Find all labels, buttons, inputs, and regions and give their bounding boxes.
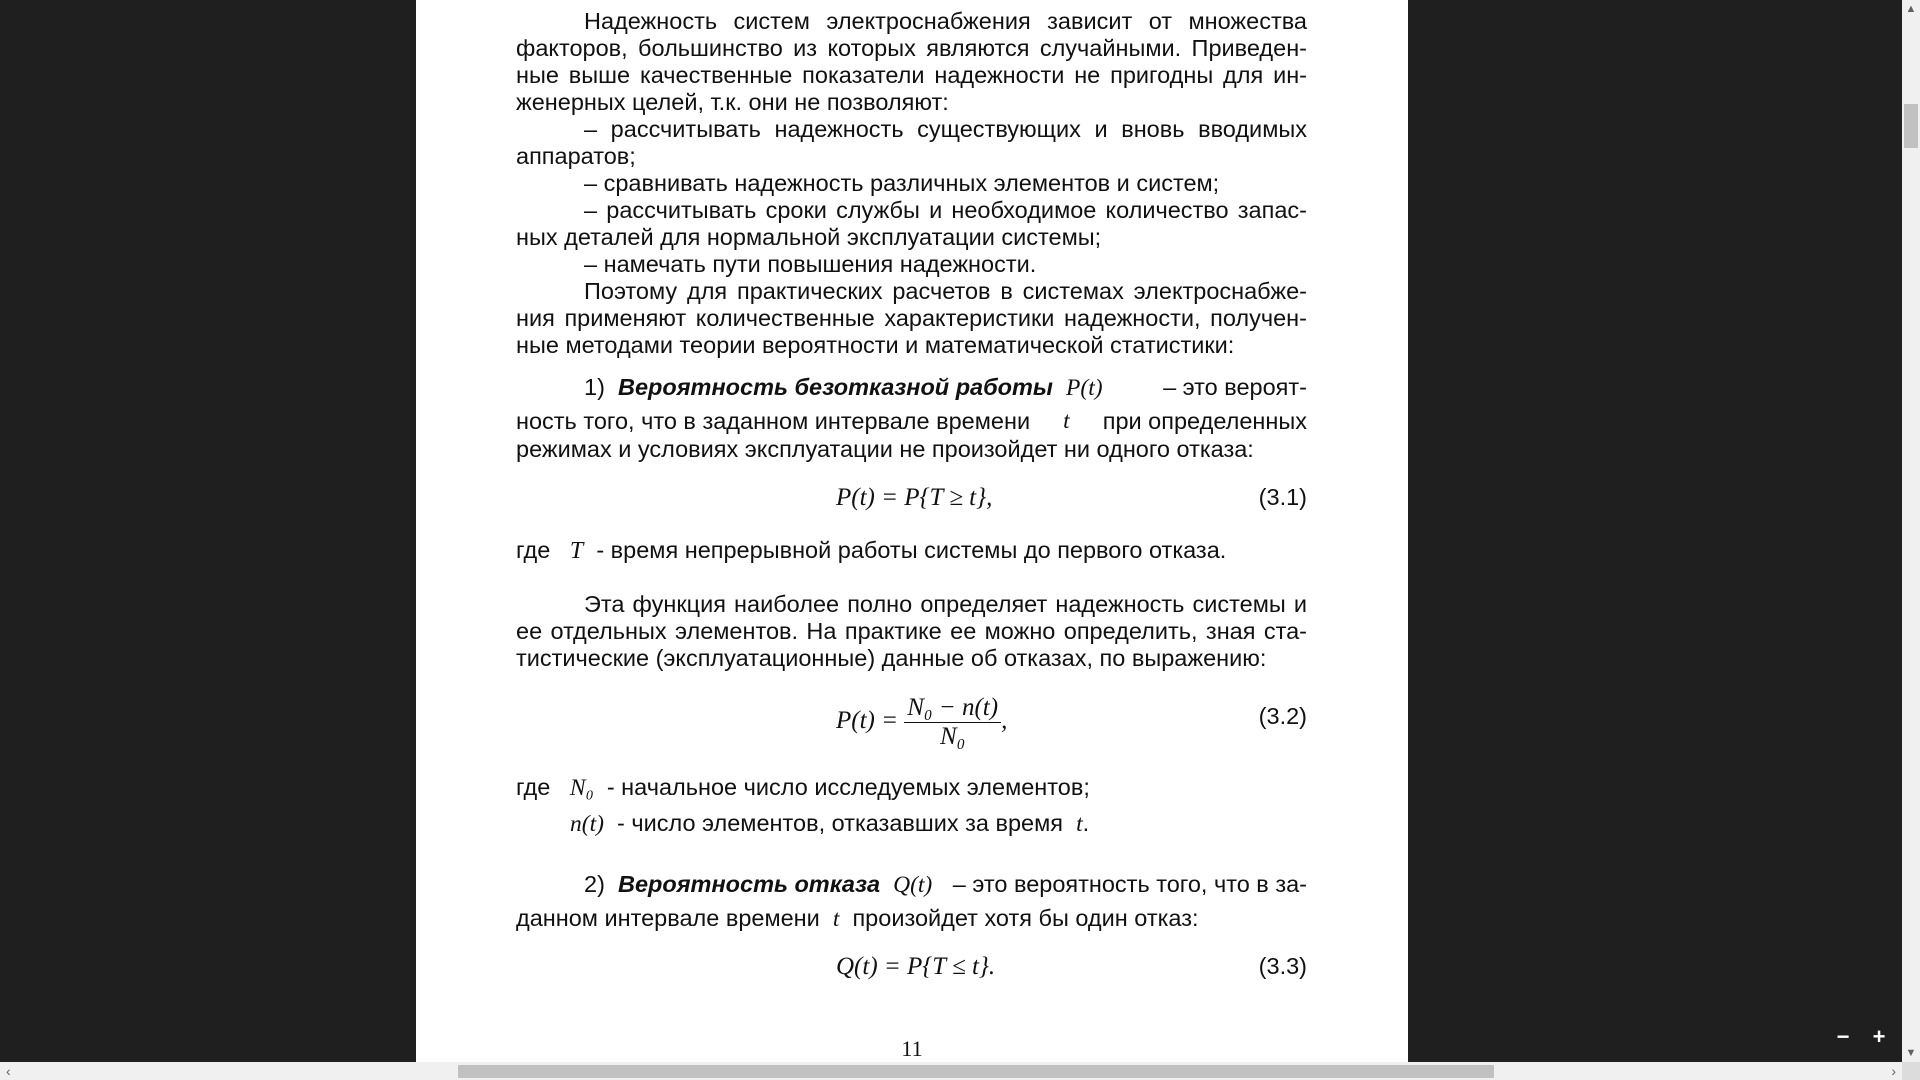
section-1-heading bbox=[516, 374, 1307, 402]
where-clause-2 bbox=[516, 774, 1307, 802]
text-fragment: ность того, что в заданном интервале времени bbox=[516, 408, 1031, 434]
where-text: - начальное число исследуемых элементов; bbox=[606, 774, 1090, 800]
page-number: 11 bbox=[901, 1036, 923, 1061]
definition-start: – это вероятность того, что в за- bbox=[952, 871, 1307, 897]
text-line: ные выше качественные показатели надежности не пригодны для ин- bbox=[516, 62, 1307, 88]
text-fragment: произойдет хотя бы один отказ: bbox=[852, 905, 1199, 931]
symbol-t: t bbox=[832, 906, 840, 932]
equation-tail: , bbox=[1001, 707, 1008, 735]
symbol-p-t: P(t) bbox=[1066, 375, 1103, 401]
bullet-line: аппаратов; bbox=[516, 143, 636, 169]
zoom-in-button[interactable]: + bbox=[1872, 1024, 1886, 1049]
symbol-n-t: n(t) bbox=[570, 811, 604, 837]
equation-number: (3.2) bbox=[1258, 703, 1307, 729]
where-clause-3 bbox=[516, 810, 1361, 838]
text-line: Поэтому для практических расчетов в системах электроснабже- bbox=[584, 278, 1307, 304]
where-text: - число элементов, отказавших за время bbox=[617, 810, 1064, 836]
symbol-t: t bbox=[1076, 811, 1083, 837]
symbol-T: T bbox=[569, 538, 584, 564]
section-2-line-2 bbox=[516, 905, 1307, 933]
text-line: режимах и условиях эксплуатации не произойдет ни одного отказа: bbox=[516, 436, 1254, 462]
section-number: 1) bbox=[584, 374, 605, 400]
where-clause-1 bbox=[516, 537, 1307, 565]
equation-body: Q(t) = P{T ≤ t}. bbox=[836, 953, 996, 980]
bullet-line: – рассчитывать надежность существующих и вновь вводимых bbox=[584, 116, 1307, 142]
scroll-down-arrow-icon[interactable]: ▼ bbox=[1905, 1047, 1917, 1059]
bullet-line: – намечать пути повышения надежности. bbox=[584, 251, 1037, 277]
text-fragment: при определенных bbox=[1102, 408, 1307, 434]
scroll-left-arrow-icon[interactable]: ‹ bbox=[6, 1063, 11, 1079]
section-1-line-2 bbox=[516, 408, 1307, 435]
section-number: 2) bbox=[584, 871, 605, 897]
text-line: факторов, большинство из которых являются случайными. Приведен- bbox=[516, 35, 1307, 61]
bullet-line: – сравнивать надежность различных элементов и систем; bbox=[584, 170, 1220, 196]
vertical-scroll-thumb[interactable] bbox=[1904, 104, 1918, 148]
fraction-numerator: N₀ − n(t) bbox=[904, 694, 1001, 723]
term-probability-failure-free: Вероятность безотказной работы bbox=[617, 374, 1053, 400]
bullet-line: – рассчитывать сроки службы и необходимое количество запас- bbox=[584, 197, 1307, 223]
fraction bbox=[904, 694, 1001, 751]
where-text: - время непрерывной работы системы до первого отказа. bbox=[596, 537, 1227, 563]
zoom-out-button[interactable]: − bbox=[1836, 1024, 1850, 1049]
bullet-line: ных деталей для нормальной эксплуатации системы; bbox=[516, 224, 1102, 250]
horizontal-scroll-thumb[interactable] bbox=[458, 1065, 1494, 1078]
text-line: ее отдельных элементов. На практике ее можно определить, зная ста- bbox=[516, 618, 1307, 644]
period: . bbox=[1082, 810, 1090, 836]
equation-body: P(t) = P{T ≥ t}, bbox=[836, 484, 993, 511]
vertical-scrollbar[interactable] bbox=[1902, 0, 1920, 1062]
where-word: где bbox=[516, 537, 551, 563]
where-word: где bbox=[516, 774, 551, 800]
scroll-up-arrow-icon[interactable]: ▲ bbox=[1905, 3, 1917, 15]
scroll-right-arrow-icon[interactable]: › bbox=[1891, 1063, 1896, 1079]
text-fragment: данном интервале времени bbox=[516, 905, 820, 931]
text-line: тистические (эксплуатационные) данные об отказах, по выражению: bbox=[516, 645, 1267, 671]
definition-start: – это вероят- bbox=[1163, 374, 1307, 400]
term-probability-failure: Вероятность отказа bbox=[617, 871, 881, 897]
fraction-denominator: N₀ bbox=[939, 723, 966, 750]
text-line: ные методами теории вероятности и математической статистики: bbox=[516, 332, 1235, 358]
equation-number: (3.1) bbox=[1258, 484, 1307, 510]
equation-3-3 bbox=[516, 949, 1307, 989]
symbol-t: t bbox=[1063, 408, 1070, 434]
equation-body bbox=[836, 694, 1007, 751]
text-line: ния применяют количественные характеристики надежности, получен- bbox=[516, 305, 1307, 331]
equation-3-2 bbox=[516, 690, 1307, 760]
text-line: Эта функция наиболее полно определяет надежность системы и bbox=[584, 591, 1307, 617]
horizontal-scrollbar[interactable] bbox=[0, 1062, 1902, 1080]
symbol-q-t: Q(t) bbox=[893, 872, 933, 898]
equation-lhs: P(t) = bbox=[836, 707, 898, 735]
scrollbar-corner bbox=[1902, 1062, 1920, 1080]
document-page bbox=[416, 0, 1408, 1062]
text-line: Надежность систем электроснабжения зависит от множества bbox=[584, 8, 1307, 34]
section-2-heading bbox=[516, 871, 1307, 899]
equation-number: (3.3) bbox=[1258, 953, 1307, 979]
symbol-N0: N₀ bbox=[569, 775, 594, 801]
text-line: женерных целей, т.к. они не позволяют: bbox=[516, 89, 949, 115]
equation-3-1 bbox=[516, 480, 1307, 520]
